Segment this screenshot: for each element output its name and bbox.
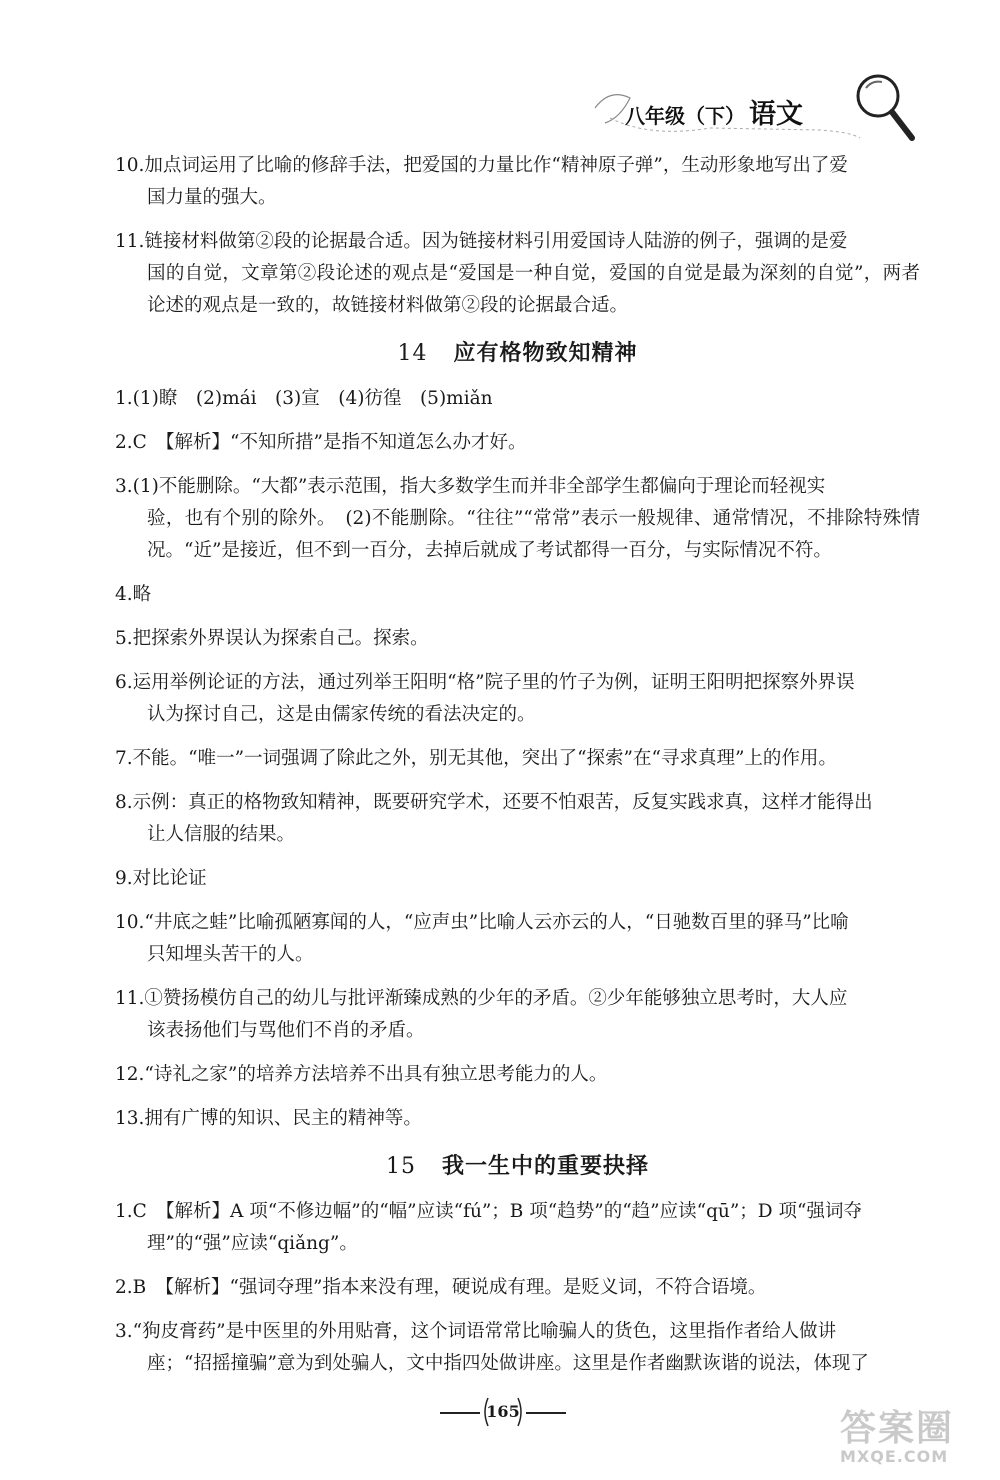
item-text: 不能。“唯一”一词强调了除此之外，别无其他，突出了“探索”在“寻求真理”上的作用。 [132, 748, 837, 769]
answer-item [115, 983, 920, 1047]
item-text: 略 [132, 584, 152, 605]
item-continuation: 国的自觉，文章第②段论述的观点是“爱国是一种自觉，爱国的自觉是最为深刻的自觉”，两者论述的观点是一致的，故链接材料做第②段的论据最合适。 [147, 263, 920, 316]
item-text: “诗礼之家”的培养方法培养不出具有独立思考能力的人。 [144, 1064, 608, 1085]
answer-item [115, 579, 920, 611]
item-continuation: 只知埋头苦干的人。 [147, 944, 314, 965]
watermark [840, 1400, 990, 1475]
item-text: (1)不能删除。“大都”表示范围，指大多数学生而并非全部学生都偏向于理论而轻视实 [132, 476, 826, 497]
item-number: 3. [115, 476, 133, 497]
watermark-url: MXQE.COM [840, 1447, 949, 1466]
item-text: C 【解析】“不知所措”是指不知道怎么办才好。 [132, 432, 527, 453]
answer-item [115, 1059, 920, 1091]
page-number: 165 [486, 1402, 520, 1421]
answer-item [115, 787, 920, 851]
section-number: 15 [385, 1154, 416, 1179]
answer-item [115, 1196, 920, 1260]
section-14-title [115, 336, 920, 367]
item-number: 4. [115, 584, 133, 605]
answer-item [115, 427, 920, 459]
item-text: 对比论证 [132, 868, 207, 889]
answer-item [115, 623, 920, 655]
item-continuation: 国力量的强大。 [147, 187, 277, 208]
item-number: 13. [115, 1108, 145, 1129]
section-number: 14 [397, 341, 428, 366]
item-number: 10. [115, 155, 145, 176]
item-text: 拥有广博的知识、民主的精神等。 [144, 1108, 422, 1129]
answer-item [115, 226, 920, 322]
answer-item [115, 1272, 920, 1304]
item-number: 11. [115, 988, 145, 1009]
answer-item [115, 743, 920, 775]
item-text: “狗皮膏药”是中医里的外用贴膏，这个词语常常比喻骗人的货色，这里指作者给人做讲 [132, 1321, 837, 1342]
header-subject: 语文 [749, 99, 803, 130]
item-text: 加点词运用了比喻的修辞手法，把爱国的力量比作“精神原子弹”，生动形象地写出了爱 [144, 155, 848, 176]
item-number: 8. [115, 792, 133, 813]
item-continuation: 该表扬他们与骂他们不肖的矛盾。 [147, 1020, 425, 1041]
item-number: 1. [115, 388, 133, 409]
answer-block-continued [115, 150, 920, 322]
item-continuation: 认为探讨自己，这是由儒家传统的看法决定的。 [147, 704, 536, 725]
item-number: 10. [115, 912, 145, 933]
item-text: 运用举例论证的方法，通过列举王阳明“格”院子里的竹子为例，证明王阳明把探察外界误 [132, 672, 855, 693]
answer-item [115, 863, 920, 895]
section-15-title [115, 1149, 920, 1180]
section-heading: 应有格物致知精神 [453, 341, 638, 366]
item-text: C 【解析】A 项“不修边幅”的“幅”应读“fú”；B 项“趋势”的“趋”应读“qū”；D 项“强词夺 [132, 1201, 862, 1222]
item-text: “井底之蛙”比喻孤陋寡闻的人，“应声虫”比喻人云亦云的人，“日驰数百里的驿马”比喻 [144, 912, 849, 933]
item-number: 6. [115, 672, 133, 693]
item-continuation: 让人信服的结果。 [147, 824, 296, 845]
item-text: (1)瞭 (2)mái (3)宣 (4)彷徨 (5)miǎn [132, 388, 493, 409]
item-text: 把探索外界误认为探索自己。探索。 [132, 628, 429, 649]
answer-item [115, 383, 920, 415]
footer-rule-right [526, 1412, 566, 1414]
answer-item [115, 150, 920, 214]
footer-rule-left [440, 1412, 480, 1414]
item-number: 2. [115, 432, 133, 453]
item-text: 链接材料做第②段的论据最合适。因为链接材料引用爱国诗人陆游的例子，强调的是爱 [144, 231, 848, 252]
item-number: 7. [115, 748, 133, 769]
item-number: 3. [115, 1321, 133, 1342]
item-number: 11. [115, 231, 145, 252]
item-number: 12. [115, 1064, 145, 1085]
watermark-logo: 答案圈 [840, 1408, 955, 1449]
answer-content [115, 150, 920, 1392]
item-number: 9. [115, 868, 133, 889]
item-text: 示例：真正的格物致知精神，既要研究学术，还要不怕艰苦，反复实践求真，这样才能得出 [132, 792, 873, 813]
item-number: 5. [115, 628, 133, 649]
answer-item [115, 1103, 920, 1135]
item-text: B 【解析】“强词夺理”指本来没有理，硬说成有理。是贬义词，不符合语境。 [132, 1277, 767, 1298]
answer-item [115, 1316, 920, 1380]
header-title [625, 92, 803, 131]
section-14-answers [115, 383, 920, 1135]
item-number: 1. [115, 1201, 133, 1222]
item-number: 2. [115, 1277, 133, 1298]
answer-item [115, 471, 920, 567]
magnifier-icon [850, 70, 920, 145]
item-continuation: 座；“招摇撞骗”意为到处骗人，文中指四处做讲座。这里是作者幽默诙谐的说法，体现了 [147, 1353, 869, 1374]
section-heading: 我一生中的重要抉择 [441, 1154, 649, 1179]
item-continuation: 理”的“强”应读“qiǎng”。 [147, 1233, 358, 1254]
item-text: ①赞扬模仿自己的幼儿与批评渐臻成熟的少年的矛盾。②少年能够独立思考时，大人应 [144, 988, 848, 1009]
header-grade: 八年级（下） [625, 104, 745, 128]
answer-item [115, 667, 920, 731]
answer-item [115, 907, 920, 971]
item-continuation: 验，也有个别的除外。 (2)不能删除。“往往”“常常”表示一般规律、通常情况，不排除特殊情况。“近”是接近，但不到一百分，去掉后就成了考试都得一百分，与实际情况不符。 [147, 508, 920, 561]
section-15-answers [115, 1196, 920, 1380]
